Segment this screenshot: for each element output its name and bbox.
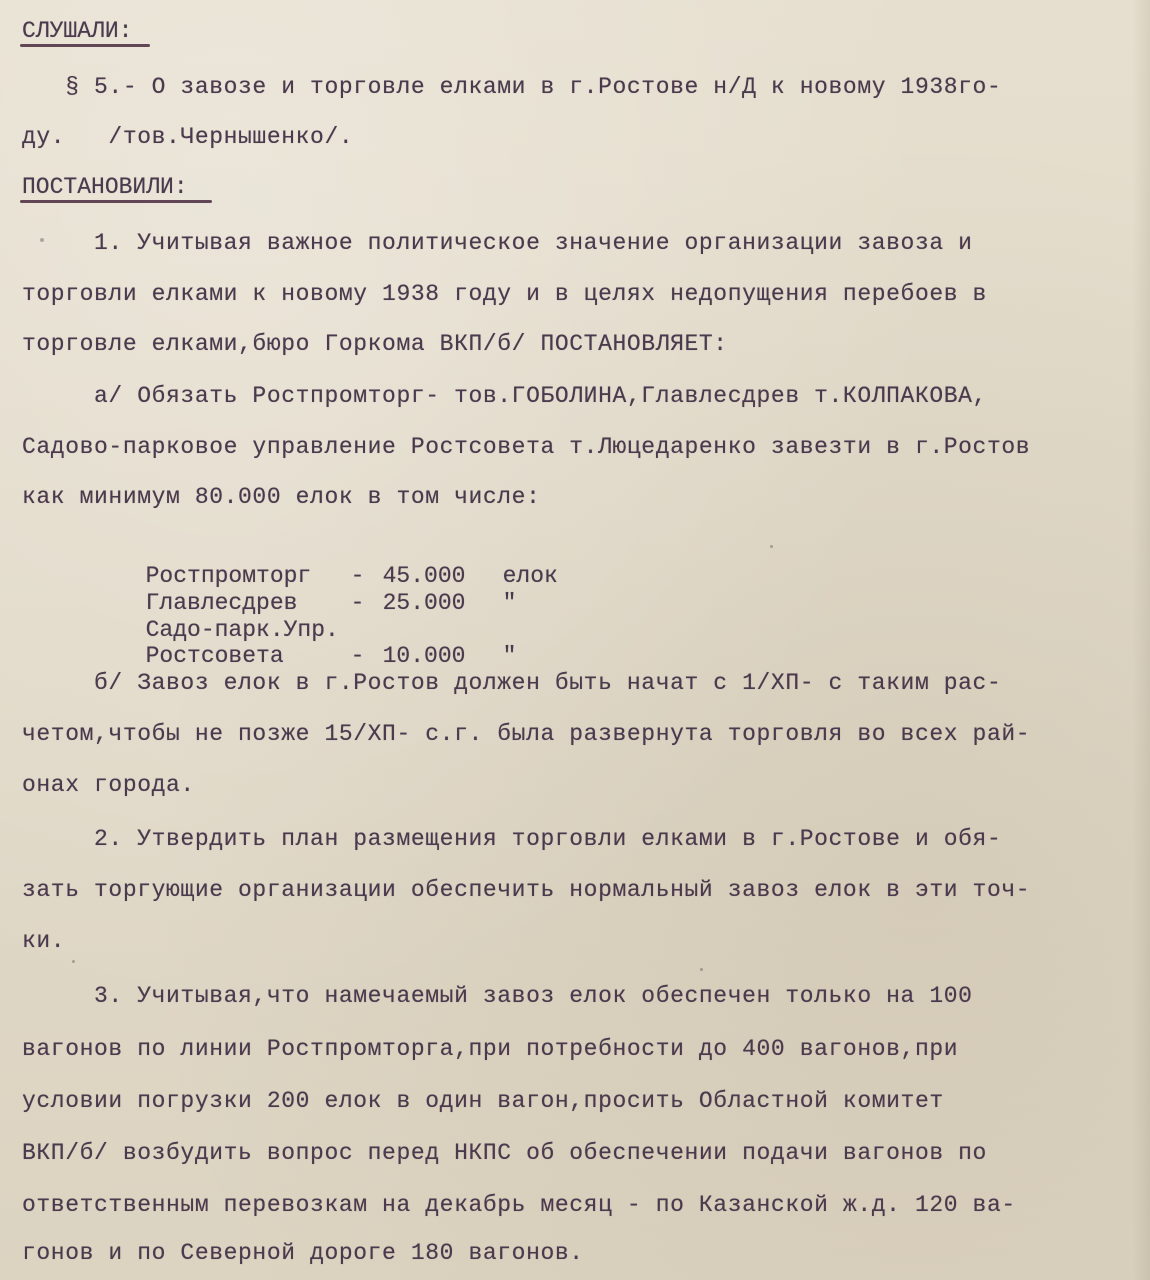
paper-speck [700, 968, 703, 971]
tail-line-7: 3. Учитывая,что намечаемый завоз елок обеспечен только на 100 [22, 983, 973, 1009]
heading-heard: СЛУШАЛИ: [22, 18, 133, 44]
quota-qty: 25.000 [382, 590, 466, 616]
body-line-3: торговле елками,бюро Горкома ВКП/б/ ПОСТАНОВЛЯЕТ: [22, 331, 728, 357]
paper-edge-shadow [1132, 0, 1150, 1280]
heard-line-2: ду. /тов.Чернышенко/. [22, 124, 354, 150]
tail-line-2: четом,чтобы не позже 15/ХП- с.г. была развернута торговля во всех рай- [22, 721, 1031, 747]
quota-unit: елок [502, 563, 558, 589]
quota-unit: " [502, 590, 517, 616]
tail-line-10: ВКП/б/ возбудить вопрос перед НКПС об обеспечении подачи вагонов по [22, 1140, 987, 1166]
quota-dash: - [350, 563, 365, 589]
heading-heard-underline [20, 44, 150, 47]
tail-line-9: условии погрузки 200 елок в один вагон,просить Областной комитет [22, 1088, 944, 1114]
body-line-4: а/ Обязать Ростпромторг- тов.ГОБОЛИНА,Главлесдрев т.КОЛПАКОВА, [22, 383, 987, 409]
heading-resolved-underline [20, 200, 212, 203]
quota-org: Главлесдрев [145, 590, 298, 616]
tail-line-3: онах города. [22, 772, 195, 798]
quota-dash: - [350, 643, 365, 669]
body-line-2: торговли елками к новому 1938 году и в целях недопущения перебоев в [22, 281, 987, 307]
heard-line-1: § 5.- О завозе и торговле елками в г.Ростове н/Д к новому 1938го- [22, 74, 1002, 100]
heading-resolved: ПОСТАНОВИЛИ: [22, 174, 188, 200]
tail-line-4: 2. Утвердить план размещения торговли елками в г.Ростове и обя- [22, 826, 1002, 852]
paper-speck [40, 238, 44, 242]
tail-line-1: б/ Завоз елок в г.Ростов должен быть начат с 1/ХП- с таким рас- [22, 670, 1002, 696]
paper-speck [72, 960, 75, 963]
tail-line-6: ки. [22, 928, 66, 954]
tail-line-5: зать торгующие организации обеспечить нормальный завоз елок в эти точ- [22, 877, 1031, 903]
body-line-1: 1. Учитывая важное политическое значение организации завоза и [22, 230, 973, 256]
quota-unit: " [502, 643, 517, 669]
quota-org: Ростпромторг [145, 563, 312, 589]
body-line-5: Садово-парковое управление Ростсовета т.Люцедаренко завезти в г.Ростов [22, 434, 1031, 460]
quota-qty: 45.000 [382, 563, 466, 589]
body-line-6: как минимум 80.000 елок в том числе: [22, 484, 541, 510]
tail-line-12: гонов и по Северной дороге 180 вагонов. [22, 1240, 584, 1266]
quota-row [118, 617, 516, 669]
quota-dash: - [350, 590, 365, 616]
quota-org: Ростсовета [145, 643, 284, 669]
quota-qty: 10.000 [382, 643, 466, 669]
quota-org: Садо-парк.Упр. [145, 617, 339, 643]
tail-line-11: ответственным перевозкам на декабрь месяц - по Казанской ж.д. 120 ва- [22, 1192, 1016, 1218]
paper-speck [770, 545, 773, 548]
tail-line-8: вагонов по линии Ростпромторга,при потребности до 400 вагонов,при [22, 1036, 959, 1062]
